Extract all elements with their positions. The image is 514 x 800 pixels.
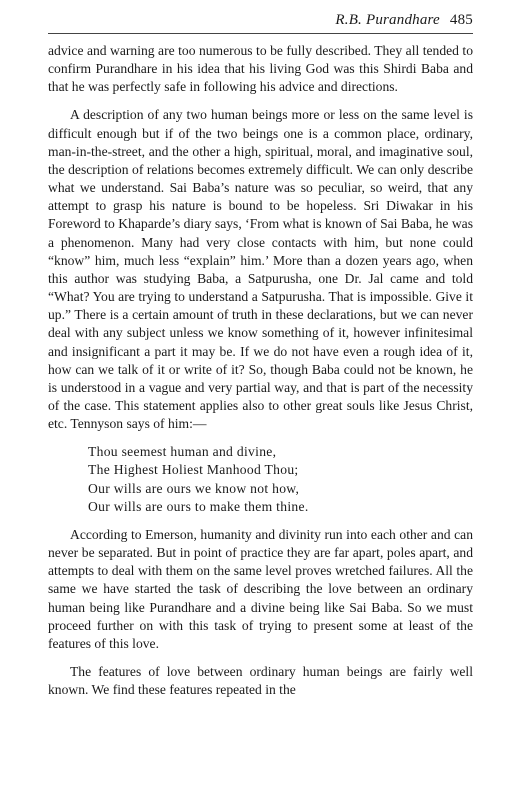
running-header (335, 12, 473, 30)
body-text (48, 42, 473, 709)
verse-line: Our wills are ours to make them thine. (88, 498, 309, 514)
paragraph-continued: advice and warning are too numerous to be fully described. They all tended to confirm Purandhare in his idea that his living God was this Shirdi Baba and that he was perfectly safe in following his advice and directions. (48, 43, 473, 95)
paragraph-emerson: According to Emerson, humanity and divinity run into each other and can never be separated. But in point of practice they are far apart, poles apart, and attempts to deal with them on the same level proves wretched failures. All the same we have started the task of describing the love between an ordinary human being like Purandhare and a divine being like Sai Baba. So we must proceed further on with this task of trying to present some at least of the features of this love. (48, 526, 473, 651)
paragraph-features: The features of love between ordinary human beings are fairly well known. We find these features repeated in the (48, 664, 473, 698)
verse-line: Our wills are ours we know not how, (88, 480, 300, 496)
running-title: R.B. Purandhare (335, 12, 440, 28)
verse-line: Thou seemest human and divine, (88, 444, 277, 460)
paragraph-description: A description of any two human beings more or less on the same level is difficult enough but if of the two beings one is a common place, ordinary, man-in-the-street, and the other a high, spiritual, moral, and imaginative soul, the description of relations becomes extremely difficult. We can only describe what we understand. Sai Baba’s nature was so peculiar, so weird, that any attempt to grasp his nature is bound to be hopeless. Sri Diwakar in his Foreword to Khaparde’s diary says, ‘From what is known of Sai Baba, he was a phenomenon. Many had very close contacts with him, but none could “know” him, much less “explain” him.’ More than a dozen years ago, when this author was studying Baba, a Satpurusha, one Dr. Jal came and told “What? You are trying to understand a Satpurusha. That is impossible. Give it up.” There is a certain amount of truth in these declarations, but we can never deal with any subject unless we know something of it, however infinitesimal and insignificant a part it may be. If we do not have even a rough idea of it, how can we talk of it or write of it? So, though Baba could not be known, he is understood in a vague and very partial way, and that is part of the necessity of the case. This statement applies also to other great souls like Jesus Christ, etc. Tennyson says of him:— (48, 107, 473, 432)
page-number: 485 (449, 12, 473, 28)
verse-quote (88, 443, 473, 516)
verse-line: The Highest Holiest Manhood Thou; (88, 462, 299, 478)
header-rule (48, 33, 473, 34)
